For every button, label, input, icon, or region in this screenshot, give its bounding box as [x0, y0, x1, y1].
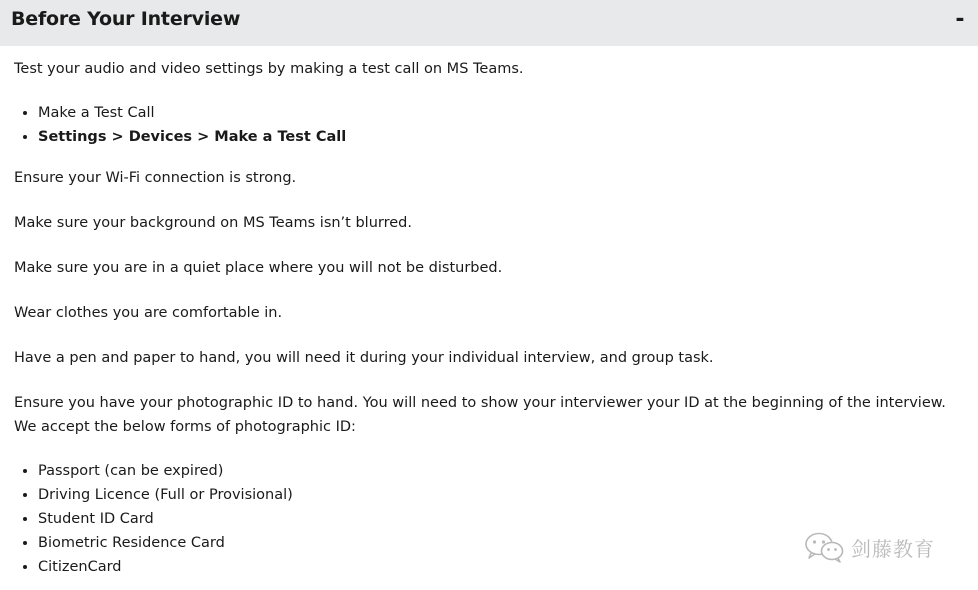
- list-item: • Make a Test Call: [38, 101, 964, 125]
- list-item: • Biometric Residence Card: [38, 531, 964, 555]
- test-call-steps-list: [14, 101, 964, 149]
- tip-pen: Have a pen and paper to hand, you will need it during your individual interview, and group task.: [14, 350, 714, 366]
- watermark-text: 剑藤教育: [851, 536, 935, 561]
- tip-background: Make sure your background on MS Teams isn’t blurred.: [14, 215, 412, 231]
- list-item: • Settings > Devices > Make a Test Call: [38, 125, 964, 149]
- list-item: • Passport (can be expired): [38, 459, 964, 483]
- tip-quiet: Make sure you are in a quiet place where you will not be disturbed.: [14, 260, 503, 276]
- tip-wifi: Ensure your Wi-Fi connection is strong.: [14, 170, 297, 186]
- wechat-icon: [803, 531, 845, 563]
- accordion-header[interactable]: [0, 0, 978, 46]
- list-item: • Student ID Card: [38, 507, 964, 531]
- intro-text: Test your audio and video settings by making a test call on MS Teams.: [14, 61, 524, 77]
- list-item: • Driving Licence (Full or Provisional): [38, 483, 964, 507]
- tip-id: Ensure you have your photographic ID to hand. You will need to show your interviewer your ID at the beginning of the interview. We accept the below forms of photographic ID:: [14, 395, 946, 435]
- collapse-toggle-button[interactable]: -: [955, 7, 965, 32]
- list-item: • CitizenCard: [38, 555, 964, 579]
- tip-clothes: Wear clothes you are comfortable in.: [14, 305, 283, 321]
- accordion-content: [14, 57, 964, 579]
- watermark: [803, 530, 935, 564]
- accordion-title: Before Your Interview: [11, 8, 241, 30]
